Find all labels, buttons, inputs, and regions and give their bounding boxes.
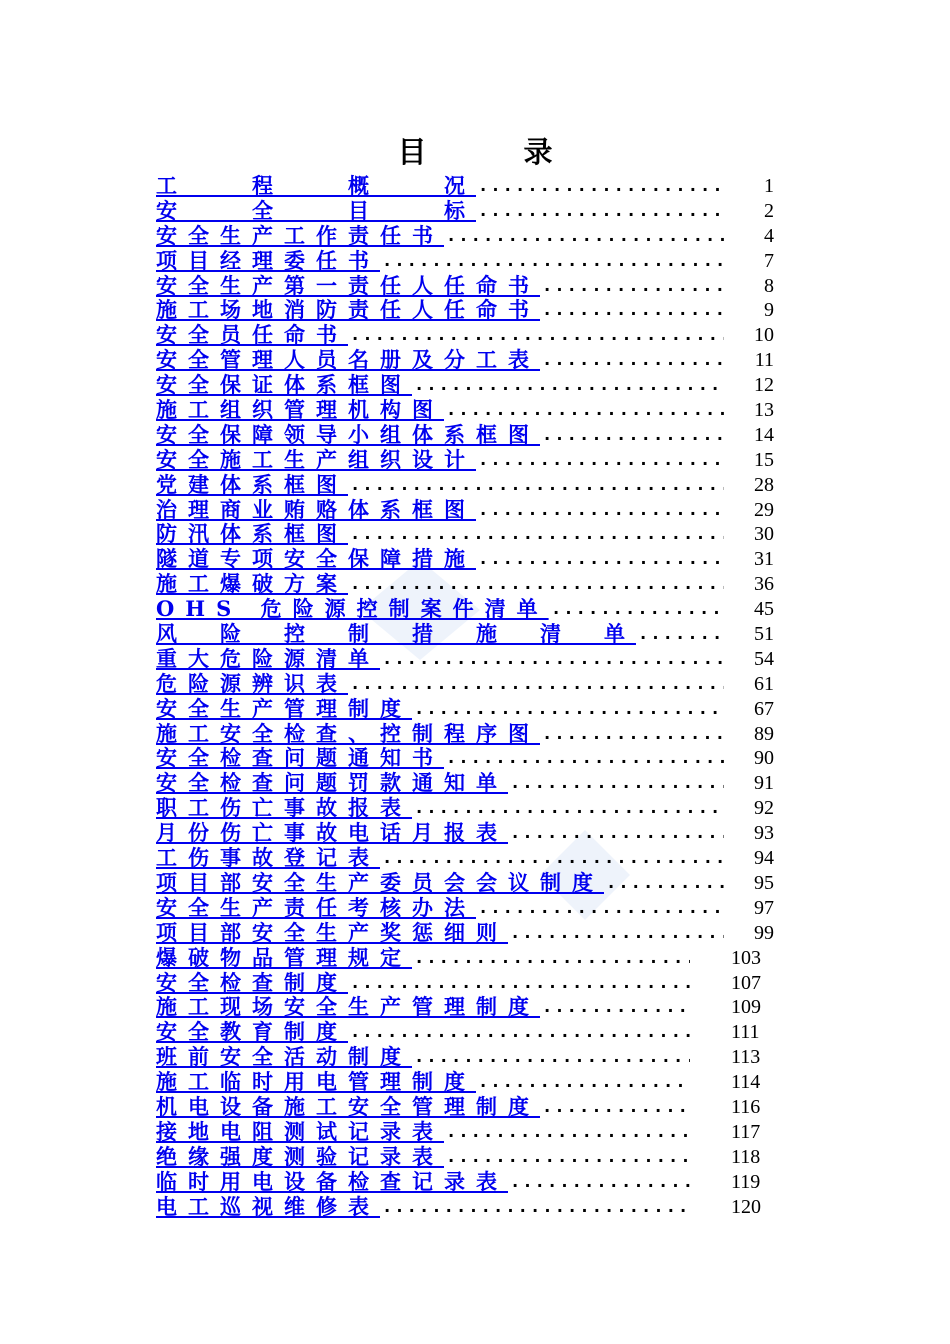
toc-entry-link[interactable]: OHS 危险源控制案件清单 (156, 596, 549, 622)
toc-page-number: 7 (764, 249, 774, 272)
toc-page-number: 94 (754, 847, 774, 870)
toc-page-number: 13 (754, 399, 774, 422)
toc-entry-link[interactable]: 项目经理委任书 (156, 247, 380, 273)
toc-entry-link[interactable]: 临时用电设备检查记录表 (156, 1168, 508, 1194)
toc-entry[interactable] (0, 298, 950, 323)
toc-entry[interactable] (0, 224, 950, 249)
toc-entry[interactable] (0, 348, 950, 373)
dot-leader (478, 199, 724, 224)
toc-entry[interactable] (0, 498, 950, 523)
dot-leader (638, 622, 724, 647)
toc-entry-link[interactable]: 项目部安全生产委员会会议制度 (156, 869, 604, 895)
toc-entry[interactable] (0, 995, 950, 1020)
toc-entry-link[interactable]: 绝缘强度测验记录表 (156, 1143, 444, 1169)
dot-leader (542, 348, 724, 373)
dot-leader (478, 547, 724, 572)
toc-entry[interactable] (0, 1195, 950, 1220)
toc-entry-link[interactable]: 安全检查问题通知书 (156, 745, 444, 771)
toc-entry-link[interactable]: 防汛体系框图 (156, 521, 348, 547)
toc-page-number: 120 (731, 1195, 761, 1218)
dot-leader (350, 473, 724, 498)
toc-entry[interactable] (0, 423, 950, 448)
toc-entry-link[interactable]: 安全施工生产组织设计 (156, 446, 476, 472)
toc-entry-link[interactable]: 接地电阻测试记录表 (156, 1118, 444, 1144)
toc-entry[interactable] (0, 249, 950, 274)
toc-entry[interactable] (0, 1020, 950, 1045)
toc-page-number: 114 (731, 1071, 761, 1094)
toc-page-number: 28 (754, 473, 774, 496)
dot-leader (478, 896, 724, 921)
toc-entry-link[interactable]: 工 程 概 况 (156, 173, 476, 198)
toc-entry[interactable] (0, 1045, 950, 1070)
toc-page-number: 117 (731, 1120, 761, 1143)
toc-entry-link[interactable]: 施工安全检查、控制程序图 (156, 720, 540, 746)
toc-page-number: 95 (754, 871, 774, 894)
dot-leader (478, 448, 724, 473)
toc-entry-link[interactable]: 爆破物品管理规定 (156, 944, 412, 970)
toc-entry[interactable] (0, 771, 950, 796)
toc-entry[interactable] (0, 722, 950, 747)
toc-entry-link[interactable]: 治理商业贿赂体系框图 (156, 496, 476, 522)
toc-entry-link[interactable]: 安全生产工作责任书 (156, 222, 444, 248)
dot-leader (446, 746, 724, 771)
toc-entry-link[interactable]: 安全检查问题罚款通知单 (156, 770, 508, 796)
toc-page-number: 12 (754, 374, 774, 397)
toc-page-number: 99 (754, 921, 774, 944)
toc-page-number: 89 (754, 722, 774, 745)
dot-leader (414, 796, 724, 821)
toc-entry[interactable] (0, 373, 950, 398)
toc-page-number: 1 (764, 175, 774, 197)
dot-leader (350, 672, 724, 697)
toc-page-number: 2 (764, 199, 774, 222)
dot-leader (350, 323, 724, 348)
dot-leader (510, 1170, 690, 1195)
toc-page-number: 29 (754, 498, 774, 521)
dot-leader (510, 821, 724, 846)
toc-page-number: 51 (754, 623, 774, 646)
toc-entry[interactable] (0, 971, 950, 996)
toc-entry-link[interactable]: 施工场地消防责任人任命书 (156, 297, 540, 323)
toc-entry[interactable] (0, 921, 950, 946)
dot-leader (478, 1070, 690, 1095)
dot-leader (478, 174, 724, 199)
toc-entry[interactable] (0, 1145, 950, 1170)
toc-entry[interactable] (0, 199, 950, 224)
table-of-contents (0, 174, 950, 1219)
toc-entry-link[interactable]: 施工临时用电管理制度 (156, 1069, 476, 1095)
toc-page-number: 119 (731, 1170, 761, 1193)
toc-entry-link[interactable]: 机电设备施工安全管理制度 (156, 1093, 540, 1119)
dot-leader (350, 1020, 690, 1045)
toc-entry[interactable] (0, 1120, 950, 1145)
toc-entry[interactable] (0, 697, 950, 722)
toc-entry-link[interactable]: 安 全 目 标 (156, 197, 476, 223)
dot-leader (414, 697, 724, 722)
dot-leader (446, 1120, 690, 1145)
toc-entry[interactable] (0, 946, 950, 971)
toc-entry-link[interactable]: 隧道专项安全保障措施 (156, 546, 476, 572)
toc-entry[interactable] (0, 1095, 950, 1120)
dot-leader (510, 771, 724, 796)
toc-entry[interactable] (0, 398, 950, 423)
dot-leader (382, 647, 724, 672)
toc-entry-link[interactable]: 安全生产第一责任人任命书 (156, 272, 540, 298)
toc-entry-link[interactable]: 危险源辨识表 (156, 670, 348, 696)
dot-leader (542, 423, 724, 448)
dot-leader (382, 249, 724, 274)
dot-leader (446, 398, 724, 423)
toc-page-number: 4 (764, 224, 774, 247)
toc-entry-link[interactable]: 电工巡视维修表 (156, 1193, 380, 1219)
toc-entry-link[interactable]: 施工爆破方案 (156, 571, 348, 597)
toc-entry-link[interactable]: 安全教育制度 (156, 1019, 348, 1045)
toc-entry-link[interactable]: 职工伤亡事故报表 (156, 795, 412, 821)
toc-entry[interactable] (0, 896, 950, 921)
toc-entry[interactable] (0, 796, 950, 821)
toc-entry[interactable] (0, 672, 950, 697)
page-title: 目 录 (397, 135, 587, 169)
toc-page-number: 45 (754, 598, 774, 621)
toc-page-number: 91 (754, 772, 774, 795)
dot-leader (510, 921, 724, 946)
dot-leader (350, 971, 690, 996)
toc-page-number: 118 (731, 1145, 761, 1168)
dot-leader (446, 224, 724, 249)
toc-entry[interactable] (0, 746, 950, 771)
toc-entry-link[interactable]: 安全生产责任考核办法 (156, 894, 476, 920)
toc-entry[interactable] (0, 597, 950, 622)
toc-entry[interactable] (0, 622, 950, 647)
dot-leader (551, 597, 724, 622)
toc-page-number: 31 (754, 548, 774, 571)
toc-entry-link[interactable]: 班前安全活动制度 (156, 1044, 412, 1070)
dot-leader (542, 274, 724, 299)
toc-entry[interactable] (0, 846, 950, 871)
toc-page-number: 116 (731, 1095, 761, 1118)
toc-entry-link[interactable]: 安全生产管理制度 (156, 695, 412, 721)
toc-entry[interactable] (0, 323, 950, 348)
toc-entry[interactable] (0, 572, 950, 597)
toc-page-number: 8 (764, 274, 774, 297)
toc-page-number: 111 (731, 1021, 760, 1044)
toc-entry[interactable] (0, 522, 950, 547)
dot-leader (382, 1195, 690, 1220)
dot-leader (542, 995, 690, 1020)
toc-entry[interactable] (0, 174, 950, 199)
toc-page-number: 109 (731, 996, 761, 1019)
toc-page-number: 30 (754, 523, 774, 546)
dot-leader (542, 722, 724, 747)
toc-page-number: 61 (754, 672, 774, 695)
toc-entry-link[interactable]: 工伤事故登记表 (156, 845, 380, 871)
toc-entry[interactable] (0, 1170, 950, 1195)
toc-entry[interactable] (0, 547, 950, 572)
toc-entry[interactable] (0, 821, 950, 846)
toc-page-number: 9 (764, 299, 774, 322)
dot-leader (350, 572, 724, 597)
toc-page-number: 113 (731, 1046, 761, 1069)
toc-page-number: 14 (754, 423, 774, 446)
dot-leader (414, 1045, 690, 1070)
dot-leader (414, 946, 690, 971)
toc-entry-link[interactable]: 安全保证体系框图 (156, 372, 412, 398)
toc-entry[interactable] (0, 871, 950, 896)
toc-page-number: 36 (754, 573, 774, 596)
toc-entry[interactable] (0, 647, 950, 672)
toc-page-number: 93 (754, 822, 774, 845)
toc-entry-link[interactable]: 安全检查制度 (156, 969, 348, 995)
toc-entry-link[interactable]: 安全员任命书 (156, 322, 348, 348)
toc-entry[interactable] (0, 1070, 950, 1095)
toc-page-number: 11 (754, 349, 774, 372)
toc-entry-link[interactable]: 风 险 控 制 措 施 清 单 (156, 621, 636, 647)
dot-leader (542, 298, 724, 323)
toc-entry-link[interactable]: 项目部安全生产奖惩细则 (156, 919, 508, 945)
toc-entry-link[interactable]: 施工组织管理机构图 (156, 397, 444, 423)
toc-entry-link[interactable]: 施工现场安全生产管理制度 (156, 994, 540, 1020)
dot-leader (382, 846, 724, 871)
toc-entry[interactable] (0, 448, 950, 473)
toc-page-number: 67 (754, 697, 774, 720)
dot-leader (542, 1095, 690, 1120)
toc-entry-link[interactable]: 月份伤亡事故电话月报表 (156, 820, 508, 846)
dot-leader (414, 373, 724, 398)
toc-entry-link[interactable]: 党建体系框图 (156, 471, 348, 497)
toc-entry-link[interactable]: 重大危险源清单 (156, 645, 380, 671)
dot-leader (446, 1145, 690, 1170)
toc-page-number: 90 (754, 747, 774, 770)
toc-entry[interactable] (0, 274, 950, 299)
toc-page-number: 15 (754, 448, 774, 471)
toc-page-number: 54 (754, 647, 774, 670)
dot-leader (606, 871, 724, 896)
toc-page-number: 10 (754, 324, 774, 347)
toc-entry-link[interactable]: 安全管理人员名册及分工表 (156, 347, 540, 373)
toc-page-number: 103 (731, 946, 761, 969)
toc-page-number: 97 (754, 896, 774, 919)
dot-leader (478, 498, 724, 523)
toc-page-number: 107 (731, 971, 761, 994)
dot-leader (350, 522, 724, 547)
toc-entry-link[interactable]: 安全保障领导小组体系框图 (156, 421, 540, 447)
toc-entry[interactable] (0, 473, 950, 498)
toc-page-number: 92 (754, 797, 774, 820)
